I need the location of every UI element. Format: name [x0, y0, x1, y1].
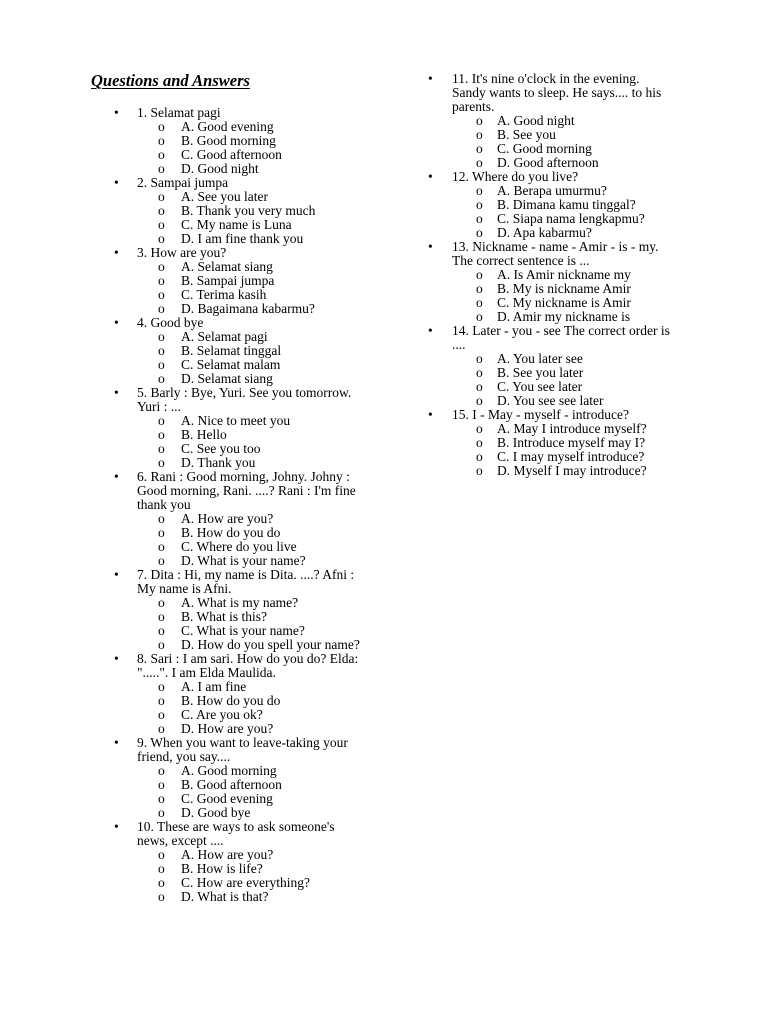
circle-bullet-icon: o	[158, 427, 165, 442]
answer-option	[452, 366, 670, 380]
option-text: D. Bagaimana kabarmu?	[181, 301, 315, 316]
circle-bullet-icon: o	[158, 679, 165, 694]
circle-bullet-icon: o	[158, 413, 165, 428]
option-text: D. Good night	[181, 161, 259, 176]
answer-option	[137, 806, 361, 820]
circle-bullet-icon: o	[158, 553, 165, 568]
circle-bullet-icon: o	[158, 301, 165, 316]
circle-bullet-icon: o	[476, 281, 483, 296]
question-text: 6. Rani : Good morning, Johny. Johny : Good morning, Rani. ....? Rani : I'm fine thank you	[137, 469, 356, 512]
option-list	[137, 848, 361, 904]
option-text: A. Nice to meet you	[181, 413, 291, 428]
answer-option	[137, 540, 361, 554]
option-text: A. Selamat siang	[181, 259, 273, 274]
circle-bullet-icon: o	[158, 805, 165, 820]
question-item	[0, 820, 361, 904]
option-text: C. Good afternoon	[181, 147, 282, 162]
option-text: C. My name is Luna	[181, 217, 292, 232]
bullet-icon: •	[428, 323, 433, 338]
answer-option	[452, 198, 670, 212]
option-list	[137, 680, 361, 736]
option-text: D. What is that?	[181, 889, 269, 904]
bullet-icon: •	[114, 385, 119, 400]
circle-bullet-icon: o	[476, 449, 483, 464]
circle-bullet-icon: o	[158, 595, 165, 610]
option-text: C. Are you ok?	[181, 707, 263, 722]
question-text: 15. I - May - myself - introduce?	[452, 407, 629, 422]
option-text: B. How is life?	[181, 861, 263, 876]
bullet-icon: •	[114, 175, 119, 190]
answer-option	[452, 394, 670, 408]
circle-bullet-icon: o	[158, 693, 165, 708]
option-list	[452, 268, 670, 324]
question-item	[0, 652, 361, 736]
option-list	[137, 764, 361, 820]
option-text: A. What is my name?	[181, 595, 299, 610]
circle-bullet-icon: o	[158, 889, 165, 904]
option-text: D. How do you spell your name?	[181, 637, 360, 652]
circle-bullet-icon: o	[158, 259, 165, 274]
circle-bullet-icon: o	[158, 147, 165, 162]
option-text: B. My is nickname Amir	[497, 281, 631, 296]
option-text: C. What is your name?	[181, 623, 305, 638]
bullet-icon: •	[428, 239, 433, 254]
question-list-right	[0, 72, 670, 478]
circle-bullet-icon: o	[476, 197, 483, 212]
option-text: B. Hello	[181, 427, 227, 442]
circle-bullet-icon: o	[476, 141, 483, 156]
circle-bullet-icon: o	[158, 777, 165, 792]
bullet-icon: •	[114, 105, 119, 120]
option-text: B. Selamat tinggal	[181, 343, 282, 358]
answer-option	[452, 436, 670, 450]
question-text: 11. It's nine o'clock in the evening. Sandy wants to sleep. He says.... to his parents.	[452, 71, 662, 114]
answer-option	[137, 708, 361, 722]
question-text: 12. Where do you live?	[452, 169, 579, 184]
bullet-icon: •	[114, 651, 119, 666]
answer-option	[137, 512, 361, 526]
option-text: A. Good night	[497, 113, 575, 128]
question-item	[0, 170, 670, 240]
answer-option	[137, 764, 361, 778]
circle-bullet-icon: o	[158, 763, 165, 778]
option-text: B. See you	[497, 127, 556, 142]
answer-option	[137, 638, 361, 652]
option-text: C. My nickname is Amir	[497, 295, 631, 310]
question-text: 3. How are you?	[137, 245, 227, 260]
option-list	[452, 184, 670, 240]
answer-option	[452, 310, 670, 324]
circle-bullet-icon: o	[158, 203, 165, 218]
bullet-icon: •	[428, 407, 433, 422]
answer-option	[452, 282, 670, 296]
answer-option	[452, 296, 670, 310]
circle-bullet-icon: o	[158, 119, 165, 134]
bullet-icon: •	[428, 169, 433, 184]
circle-bullet-icon: o	[158, 707, 165, 722]
option-text: C. Where do you live	[181, 539, 297, 554]
option-text: A. See you later	[181, 189, 268, 204]
circle-bullet-icon: o	[476, 155, 483, 170]
option-text: B. Dimana kamu tinggal?	[497, 197, 636, 212]
question-text: 4. Good bye	[137, 315, 204, 330]
circle-bullet-icon: o	[476, 379, 483, 394]
option-text: D. How are you?	[181, 721, 274, 736]
option-text: A. Berapa umurmu?	[497, 183, 607, 198]
option-list	[452, 352, 670, 408]
answer-option	[452, 380, 670, 394]
question-item	[0, 240, 670, 324]
circle-bullet-icon: o	[476, 393, 483, 408]
answer-option	[137, 876, 361, 890]
option-text: A. How are you?	[181, 847, 274, 862]
option-text: D. Good bye	[181, 805, 251, 820]
circle-bullet-icon: o	[158, 231, 165, 246]
option-list	[137, 596, 361, 652]
option-text: B. How do you do	[181, 525, 281, 540]
option-text: B. Good morning	[181, 133, 276, 148]
answer-option	[452, 114, 670, 128]
answer-option	[137, 778, 361, 792]
option-text: D. What is your name?	[181, 553, 306, 568]
circle-bullet-icon: o	[476, 351, 483, 366]
answer-option	[137, 554, 361, 568]
question-text: 13. Nickname - name - Amir - is - my. The correct sentence is ...	[452, 239, 659, 268]
option-text: A. Selamat pagi	[181, 329, 268, 344]
circle-bullet-icon: o	[158, 623, 165, 638]
answer-option	[452, 422, 670, 436]
option-text: A. Good evening	[181, 119, 274, 134]
bullet-icon: •	[428, 71, 433, 86]
question-item	[0, 408, 670, 478]
question-item	[0, 324, 670, 408]
answer-option	[452, 226, 670, 240]
circle-bullet-icon: o	[158, 161, 165, 176]
option-text: A. You later see	[497, 351, 583, 366]
bullet-icon: •	[114, 735, 119, 750]
option-text: B. What is this?	[181, 609, 267, 624]
option-text: D. Apa kabarmu?	[497, 225, 592, 240]
answer-option	[137, 526, 361, 540]
circle-bullet-icon: o	[476, 295, 483, 310]
option-list	[137, 512, 361, 568]
question-text: 10. These are ways to ask someone's news, except ....	[137, 819, 335, 848]
question-text: 2. Sampai jumpa	[137, 175, 229, 190]
circle-bullet-icon: o	[158, 511, 165, 526]
option-text: C. I may myself introduce?	[497, 449, 645, 464]
question-item	[0, 72, 670, 170]
question-item	[0, 568, 361, 652]
bullet-icon: •	[114, 315, 119, 330]
circle-bullet-icon: o	[476, 421, 483, 436]
circle-bullet-icon: o	[476, 113, 483, 128]
answer-option	[452, 464, 670, 478]
option-text: D. Myself I may introduce?	[497, 463, 647, 478]
circle-bullet-icon: o	[158, 847, 165, 862]
answer-option	[137, 792, 361, 806]
option-text: B. Good afternoon	[181, 777, 282, 792]
question-item	[0, 736, 361, 820]
circle-bullet-icon: o	[476, 463, 483, 478]
option-text: B. How do you do	[181, 693, 281, 708]
option-text: D. Amir my nickname is	[497, 309, 631, 324]
answer-option	[452, 212, 670, 226]
answer-option	[452, 450, 670, 464]
option-text: D. I am fine thank you	[181, 231, 304, 246]
option-text: A. Good morning	[181, 763, 277, 778]
option-text: D. You see see later	[497, 393, 604, 408]
answer-option	[452, 142, 670, 156]
bullet-icon: •	[114, 469, 119, 484]
circle-bullet-icon: o	[158, 861, 165, 876]
question-text: 7. Dita : Hi, my name is Dita. ....? Afni : My name is Afni.	[137, 567, 355, 596]
answer-option	[137, 862, 361, 876]
circle-bullet-icon: o	[476, 309, 483, 324]
option-text: C. See you too	[181, 441, 261, 456]
right-column	[0, 72, 670, 478]
answer-option	[137, 624, 361, 638]
option-text: D. Selamat siang	[181, 371, 273, 386]
answer-option	[137, 680, 361, 694]
option-list	[452, 422, 670, 478]
page-title: Questions and Answers	[91, 71, 250, 90]
question-text: 1. Selamat pagi	[137, 105, 221, 120]
option-text: B. Introduce myself may I?	[497, 435, 646, 450]
answer-option	[452, 352, 670, 366]
circle-bullet-icon: o	[476, 365, 483, 380]
option-text: C. Selamat malam	[181, 357, 281, 372]
question-text: 14. Later - you - see The correct order is ....	[452, 323, 670, 352]
option-text: C. Siapa nama lengkapmu?	[497, 211, 645, 226]
circle-bullet-icon: o	[158, 343, 165, 358]
answer-option	[452, 268, 670, 282]
answer-option	[137, 694, 361, 708]
circle-bullet-icon: o	[158, 441, 165, 456]
circle-bullet-icon: o	[476, 183, 483, 198]
circle-bullet-icon: o	[158, 721, 165, 736]
option-list	[452, 114, 670, 170]
option-text: C. How are everything?	[181, 875, 310, 890]
answer-option	[137, 848, 361, 862]
circle-bullet-icon: o	[158, 287, 165, 302]
answer-option	[137, 890, 361, 904]
circle-bullet-icon: o	[476, 435, 483, 450]
option-text: C. Good morning	[497, 141, 592, 156]
circle-bullet-icon: o	[158, 133, 165, 148]
answer-option	[452, 128, 670, 142]
circle-bullet-icon: o	[158, 273, 165, 288]
circle-bullet-icon: o	[158, 609, 165, 624]
circle-bullet-icon: o	[158, 455, 165, 470]
option-text: D. Good afternoon	[497, 155, 599, 170]
option-text: B. See you later	[497, 365, 584, 380]
circle-bullet-icon: o	[158, 357, 165, 372]
question-text: 8. Sari : I am sari. How do you do? Elda: ".....". I am Elda Maulida.	[137, 651, 359, 680]
circle-bullet-icon: o	[158, 875, 165, 890]
circle-bullet-icon: o	[158, 791, 165, 806]
circle-bullet-icon: o	[476, 225, 483, 240]
question-item	[0, 470, 361, 568]
circle-bullet-icon: o	[476, 267, 483, 282]
circle-bullet-icon: o	[476, 211, 483, 226]
circle-bullet-icon: o	[158, 329, 165, 344]
option-text: B. Thank you very much	[181, 203, 316, 218]
option-text: D. Thank you	[181, 455, 256, 470]
option-text: A. I am fine	[181, 679, 247, 694]
answer-option	[137, 596, 361, 610]
bullet-icon: •	[114, 567, 119, 582]
circle-bullet-icon: o	[158, 637, 165, 652]
circle-bullet-icon: o	[158, 371, 165, 386]
circle-bullet-icon: o	[158, 217, 165, 232]
question-text: 5. Barly : Bye, Yuri. See you tomorrow. Yuri : ...	[137, 385, 352, 414]
circle-bullet-icon: o	[158, 539, 165, 554]
circle-bullet-icon: o	[158, 189, 165, 204]
bullet-icon: •	[114, 245, 119, 260]
answer-option	[137, 722, 361, 736]
option-text: A. How are you?	[181, 511, 274, 526]
question-text: 9. When you want to leave-taking your friend, you say....	[137, 735, 348, 764]
bullet-icon: •	[114, 819, 119, 834]
option-text: A. May I introduce myself?	[497, 421, 647, 436]
answer-option	[452, 156, 670, 170]
answer-option	[452, 184, 670, 198]
option-text: C. You see later	[497, 379, 583, 394]
option-text: B. Sampai jumpa	[181, 273, 275, 288]
option-text: C. Terima kasih	[181, 287, 267, 302]
circle-bullet-icon: o	[158, 525, 165, 540]
answer-option	[137, 610, 361, 624]
option-text: C. Good evening	[181, 791, 273, 806]
option-text: A. Is Amir nickname my	[497, 267, 631, 282]
circle-bullet-icon: o	[476, 127, 483, 142]
